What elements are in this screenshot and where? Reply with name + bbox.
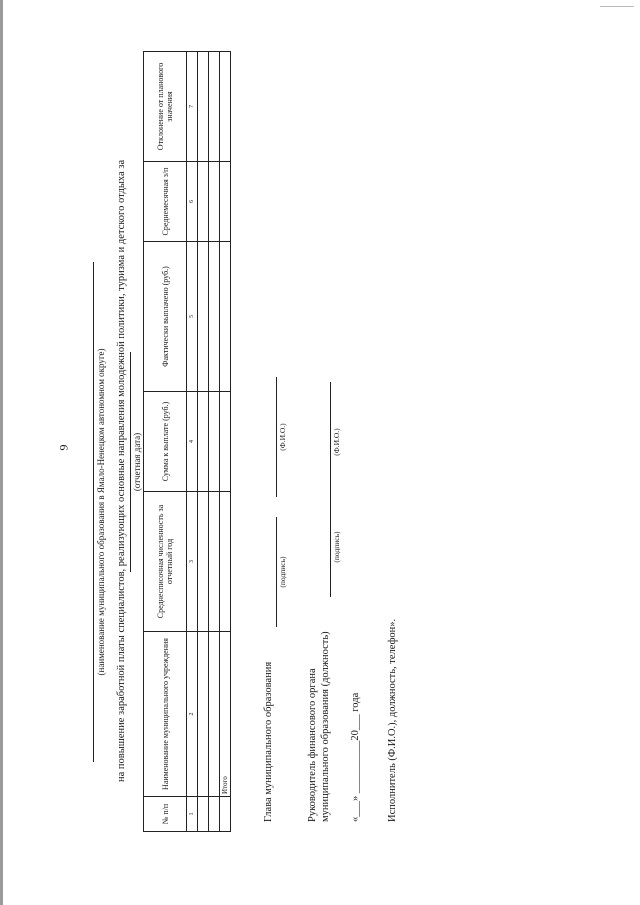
table-cell (209, 162, 220, 242)
report-table (143, 51, 231, 832)
document-rotated (20, 2, 620, 902)
table-cell (220, 797, 231, 832)
table-cell (198, 797, 209, 832)
date-line (130, 352, 131, 572)
total-label: Итого (220, 632, 231, 797)
head-sign-caption: (подпись) (278, 556, 287, 588)
finance-name-caption: (Ф.И.О.) (332, 428, 341, 456)
col-header-deviation: Отклонение от планового значения (144, 52, 187, 162)
executor-line: Исполнитель (Ф.И.О.), должность, телефон». (387, 618, 398, 822)
scan-edge (0, 0, 3, 905)
table-cell: 3 (187, 492, 198, 632)
finance-label-1: Руководитель финансового органа (307, 668, 318, 822)
col-header-avg-salary: Среднемесячная з/п (144, 162, 187, 242)
finance-sign-caption: (подпись) (332, 531, 341, 563)
table-cell (209, 797, 220, 832)
page-number: 9 (56, 444, 71, 451)
date-caption: (отчетная дата) (132, 432, 142, 492)
table-cell (198, 242, 209, 392)
finance-sign-line (330, 502, 331, 597)
table-cell (209, 632, 220, 797)
finance-name-line (330, 382, 331, 502)
column-numbers-row (187, 52, 198, 832)
table-cell (220, 242, 231, 392)
table-cell: 6 (187, 162, 198, 242)
head-sign-line (276, 517, 277, 627)
table-cell (220, 492, 231, 632)
table-cell: 5 (187, 242, 198, 392)
col-header-paid: Фактически выплачено (руб.) (144, 242, 187, 392)
table-cell (209, 52, 220, 162)
table-cell (220, 52, 231, 162)
org-caption: (наименование муниципального образования в Ямало-Ненецком автономном округе) (96, 348, 106, 676)
org-name-line (93, 262, 94, 762)
table-row (198, 52, 209, 832)
col-header-amount-due: Сумма к выплате (руб.) (144, 392, 187, 492)
table-cell (209, 242, 220, 392)
table-cell (198, 492, 209, 632)
col-header-institution: Наименование муниципального учреждения (144, 632, 187, 797)
table-cell (209, 492, 220, 632)
table-cell: 4 (187, 392, 198, 492)
table-cell: 1 (187, 797, 198, 832)
table-cell (198, 52, 209, 162)
total-row (220, 52, 231, 832)
table-row (209, 52, 220, 832)
head-name-caption: (Ф.И.О.) (278, 423, 287, 451)
header-row (144, 52, 187, 832)
date-field: «___» __________20___ года (350, 692, 361, 822)
table-cell (220, 162, 231, 242)
col-header-headcount: Среднесписочная численность за отчетный год (144, 492, 187, 632)
table-cell (209, 392, 220, 492)
table-cell (198, 162, 209, 242)
table-cell: 7 (187, 52, 198, 162)
table-cell (220, 392, 231, 492)
document-title: на повышение заработной платы специалистов, реализующих основные направления молодежной политики, туризма и детского отдыха за (116, 159, 127, 782)
finance-label-2: муниципального образования (должность) (320, 631, 331, 822)
col-header-num: № п/п (144, 797, 187, 832)
head-name-line (276, 377, 277, 497)
head-label: Глава муниципального образования (263, 661, 274, 822)
table-cell (198, 392, 209, 492)
table-cell: 2 (187, 632, 198, 797)
table-cell (198, 632, 209, 797)
